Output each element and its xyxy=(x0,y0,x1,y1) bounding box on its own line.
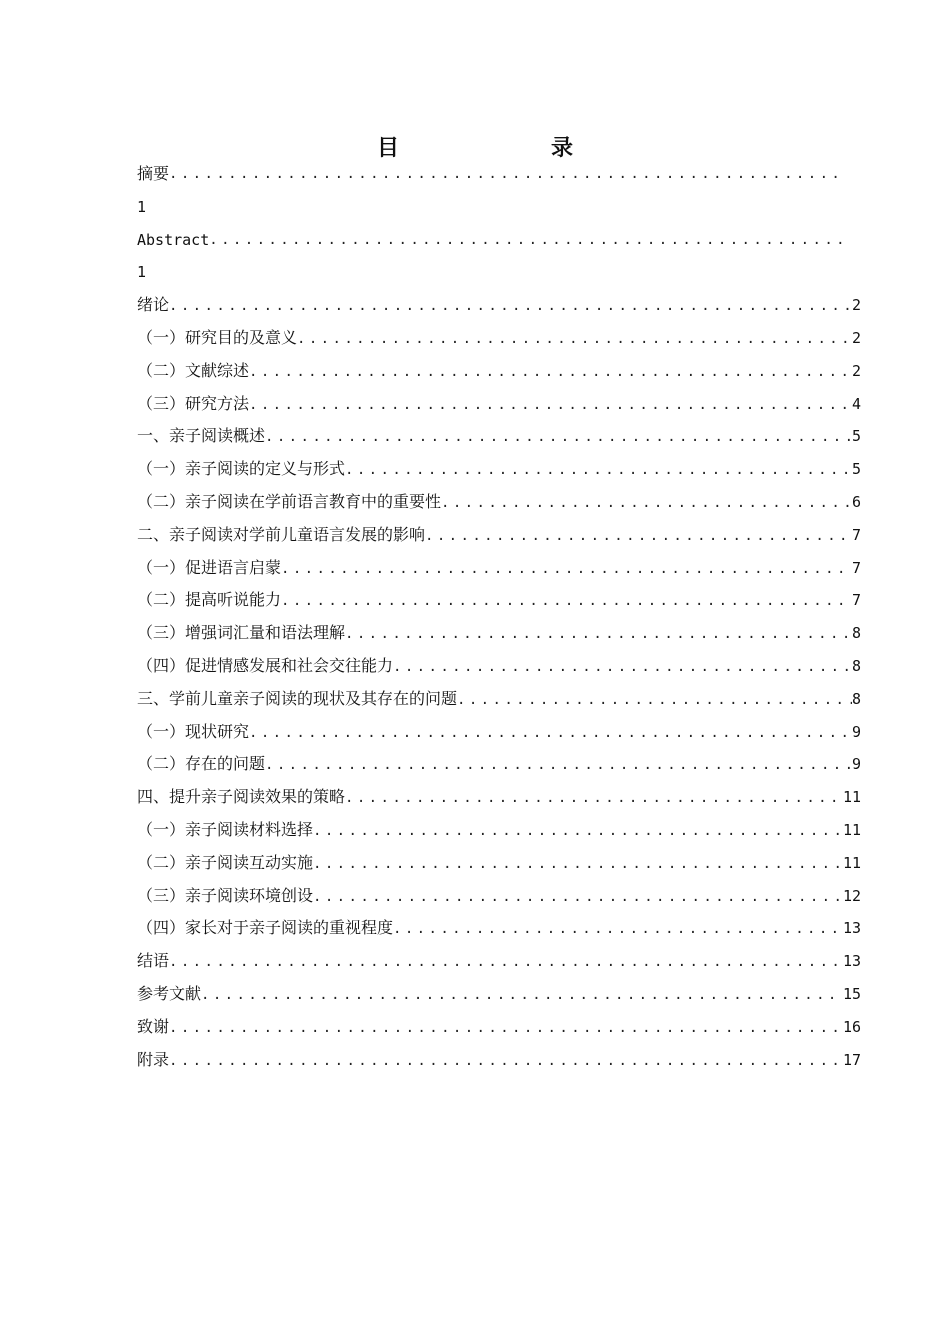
toc-leader-dots xyxy=(425,520,852,552)
toc-entry[interactable] xyxy=(137,584,861,617)
toc-leader-dots xyxy=(249,356,852,388)
toc-entry[interactable] xyxy=(137,683,861,716)
toc-leader-dots xyxy=(313,848,843,880)
toc-entry-label: （二）亲子阅读在学前语言教育中的重要性 xyxy=(137,491,442,511)
toc-leader-dots xyxy=(169,1045,843,1077)
toc-entry-label: 二、亲子阅读对学前儿童语言发展的影响 xyxy=(137,524,426,544)
toc-leader-dots xyxy=(201,979,843,1011)
toc-leader-dots xyxy=(441,487,852,519)
toc-leader-dots xyxy=(249,389,852,421)
toc-entry[interactable] xyxy=(137,486,861,519)
toc-entry[interactable] xyxy=(137,388,861,421)
toc-leader-dots xyxy=(169,290,852,322)
toc-leader-dots xyxy=(393,651,852,683)
toc-entry-label: Abstract xyxy=(137,230,210,249)
toc-entry[interactable] xyxy=(137,453,861,486)
toc-entry-page: 9 xyxy=(851,722,861,741)
toc-entry[interactable] xyxy=(137,158,861,224)
toc-entry-page: 5 xyxy=(851,427,861,446)
toc-leader-dots xyxy=(393,913,843,945)
toc-title: 目 录 xyxy=(376,136,609,161)
toc-entry-page: 8 xyxy=(851,624,861,643)
toc-entry-page: 7 xyxy=(851,525,861,544)
toc-entry[interactable] xyxy=(137,781,861,814)
toc-leader-dots xyxy=(169,158,844,191)
toc-entry-page: 11 xyxy=(842,820,861,839)
toc-entry-page: 6 xyxy=(851,492,861,511)
toc-leader-dots xyxy=(281,585,852,617)
toc-entry-page: 9 xyxy=(851,755,861,774)
toc-leader-dots xyxy=(209,224,844,257)
toc-entry[interactable] xyxy=(137,716,861,749)
toc-leader-dots xyxy=(457,684,852,716)
toc-leader-dots xyxy=(249,717,852,749)
toc-entry[interactable] xyxy=(137,355,861,388)
toc-entry-label: （一）现状研究 xyxy=(137,721,250,741)
toc-entry-page: 2 xyxy=(851,361,861,380)
toc-leader-dots xyxy=(169,946,843,978)
toc-entry[interactable] xyxy=(137,224,861,290)
toc-entry-label: （四）促进情感发展和社会交往能力 xyxy=(137,655,394,675)
toc-entry[interactable] xyxy=(137,880,861,913)
toc-entry-label: 三、学前儿童亲子阅读的现状及其存在的问题 xyxy=(137,688,458,708)
toc-entry[interactable] xyxy=(137,420,861,453)
toc-entry-page: 7 xyxy=(851,558,861,577)
toc-entry-page: 8 xyxy=(851,689,861,708)
toc-entry-label: （三）研究方法 xyxy=(137,393,250,413)
toc-entry[interactable] xyxy=(137,617,861,650)
toc-entry-label: （三）增强词汇量和语法理解 xyxy=(137,623,346,643)
toc-entry[interactable] xyxy=(137,1011,861,1044)
toc-entry[interactable] xyxy=(137,847,861,880)
toc-entry-page: 1 xyxy=(137,197,147,216)
toc-entry-page: 1 xyxy=(137,263,147,282)
toc-entry-label: 参考文献 xyxy=(137,983,202,1003)
toc-entry-label: （二）文献综述 xyxy=(137,360,250,380)
toc-entry-label: （一）亲子阅读的定义与形式 xyxy=(137,459,346,479)
toc-entry-page: 7 xyxy=(851,591,861,610)
toc-entry-label: 致谢 xyxy=(137,1016,170,1036)
toc-entry-page: 13 xyxy=(842,952,861,971)
toc-entry[interactable] xyxy=(137,945,861,978)
toc-entry-page: 11 xyxy=(842,788,861,807)
toc-entry-page: 15 xyxy=(842,984,861,1003)
toc-entry-label: 一、亲子阅读概述 xyxy=(137,426,266,446)
toc-entry[interactable] xyxy=(137,650,861,683)
toc-leader-dots xyxy=(297,323,852,355)
toc-leader-dots xyxy=(313,815,843,847)
toc-entry[interactable] xyxy=(137,519,861,552)
toc-entry-page: 13 xyxy=(842,919,861,938)
toc-entry-page: 12 xyxy=(842,886,861,905)
toc-entry-label: 摘要 xyxy=(137,164,170,183)
toc-entry-page: 11 xyxy=(842,853,861,872)
toc-entry-label: 附录 xyxy=(137,1049,170,1069)
toc-entry[interactable] xyxy=(137,912,861,945)
toc-leader-dots xyxy=(313,881,843,913)
toc-entry-page: 4 xyxy=(851,394,861,413)
toc-entry-label: 绪论 xyxy=(137,295,170,315)
toc-leader-dots xyxy=(345,782,843,814)
toc-entry[interactable] xyxy=(137,552,861,585)
toc-entry-label: （三）亲子阅读环境创设 xyxy=(137,885,314,905)
toc-entry[interactable] xyxy=(137,322,861,355)
toc-entry-page: 8 xyxy=(851,656,861,675)
toc-entry-page: 2 xyxy=(851,328,861,347)
toc-entry-page: 17 xyxy=(842,1050,861,1069)
toc-entry[interactable] xyxy=(137,289,861,322)
toc-entry-label: 四、提升亲子阅读效果的策略 xyxy=(137,787,346,807)
toc-leader-dots xyxy=(345,454,852,486)
toc-entry-label: （一）促进语言启蒙 xyxy=(137,557,282,577)
toc-leader-dots xyxy=(281,553,852,585)
toc-leader-dots xyxy=(265,421,852,453)
toc-entry[interactable] xyxy=(137,748,861,781)
toc-entry-page: 5 xyxy=(851,460,861,479)
toc-leader-dots xyxy=(169,1012,843,1044)
toc-entry-label: （二）提高听说能力 xyxy=(137,590,282,610)
toc-entry[interactable] xyxy=(137,814,861,847)
toc-entry-label: （一）亲子阅读材料选择 xyxy=(137,819,314,839)
toc-entry-label: （二）存在的问题 xyxy=(137,754,266,774)
toc-entry-label: 结语 xyxy=(137,951,170,971)
toc-entry[interactable] xyxy=(137,1044,861,1077)
toc-entry-page: 16 xyxy=(842,1017,861,1036)
toc-entry-page: 2 xyxy=(851,296,861,315)
toc-list xyxy=(137,158,861,1076)
toc-entry-label: （一）研究目的及意义 xyxy=(137,327,298,347)
toc-entry-label: （四）家长对于亲子阅读的重视程度 xyxy=(137,918,394,938)
toc-leader-dots xyxy=(345,618,852,650)
toc-entry[interactable] xyxy=(137,978,861,1011)
toc-entry-label: （二）亲子阅读互动实施 xyxy=(137,852,314,872)
toc-leader-dots xyxy=(265,749,852,781)
